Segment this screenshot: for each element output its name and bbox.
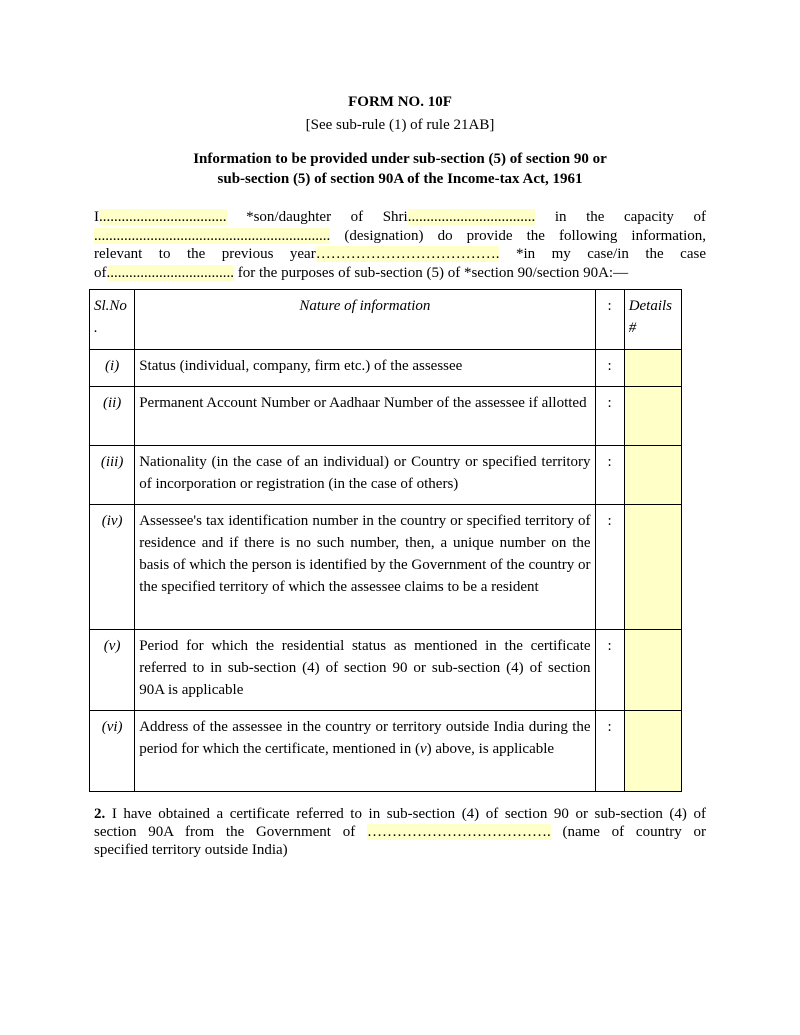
row-sl: (ii)	[90, 387, 135, 446]
row-colon: :	[595, 350, 624, 387]
father-name-field[interactable]: ..................................	[407, 209, 536, 225]
header-colon: :	[595, 290, 624, 350]
row-nature	[135, 711, 595, 792]
intro-text: (designation) do provide the following information,	[344, 227, 706, 244]
rule-reference: [See sub-rule (1) of rule 21AB]	[305, 117, 495, 133]
header-details-text: Details	[628, 298, 673, 314]
row-sl: (v)	[90, 630, 135, 711]
row-sl-num: v	[108, 638, 116, 654]
row-sl-num: i	[110, 358, 115, 374]
intro-text: of	[94, 264, 107, 281]
information-table	[89, 289, 682, 792]
row-sl: (i)	[90, 350, 135, 387]
row-nature: Period for which the residential status as mentioned in the certificate referred to in sub-section (4) of section 90 or sub-section (4) of section 90A is applicable	[135, 630, 595, 711]
table-row	[90, 387, 682, 446]
header-sl-no-text: Sl.No	[94, 298, 127, 314]
assessee-name-field[interactable]: ..................................	[99, 209, 227, 225]
details-field-period[interactable]	[624, 630, 681, 711]
previous-year-field[interactable]: ……………………………….	[315, 246, 500, 262]
heading-line-2: sub-section (5) of section 90A of the Income-tax Act, 1961	[217, 171, 583, 187]
para2-text: section 90A from the Government of	[94, 824, 356, 840]
para2-number: 2.	[94, 806, 106, 822]
para2-text: I have obtained a certificate referred to in sub-section (4) of section 90 or sub-section (4) of	[111, 806, 706, 822]
intro-line-3	[94, 245, 706, 264]
row-nature: Assessee's tax identification number in the country or specified territory of residence and if there is no such number, then, a unique number on the basis of which the person is identified by the Government of the country or the specified territory of which the assessee claims to be a resident	[135, 505, 595, 630]
row-colon: :	[595, 630, 624, 711]
row-nature-ref: v	[419, 741, 427, 757]
header-details-hash: #	[628, 320, 637, 336]
intro-text: of	[350, 209, 364, 225]
case-of-field[interactable]: ..................................	[106, 264, 234, 281]
row-sl-num: iii	[105, 454, 119, 470]
table-row	[90, 505, 682, 630]
row-nature-text: Address of the assessee in the country or territory outside India during the period for which the certificate, mentioned in (	[139, 719, 591, 757]
intro-line-4	[94, 264, 706, 283]
intro-text: for the purposes of sub-section (5) of *section 90/section 90A:—	[237, 264, 629, 281]
row-sl: (iv)	[90, 505, 135, 630]
country-name-field[interactable]: ……………………………….	[366, 824, 551, 840]
para2-line-1	[94, 805, 706, 823]
details-field-address[interactable]	[624, 711, 681, 792]
row-sl-num: vi	[106, 719, 118, 735]
header-details	[624, 290, 681, 350]
table-row	[90, 446, 682, 505]
intro-text-i: I	[94, 209, 99, 225]
row-nature-text: ) above, is applicable	[426, 741, 555, 757]
row-colon: :	[595, 711, 624, 792]
table-row	[90, 350, 682, 387]
row-colon: :	[595, 446, 624, 505]
row-nature: Permanent Account Number or Aadhaar Number of the assessee if allotted	[135, 387, 595, 446]
intro-text: relevant to the previous year	[94, 246, 316, 262]
header-nature: Nature of information	[135, 290, 595, 350]
details-field-pan[interactable]	[624, 387, 681, 446]
intro-text: *son/daughter	[246, 209, 332, 225]
row-sl: (vi)	[90, 711, 135, 792]
intro-text: capacity	[623, 209, 674, 225]
intro-text: the	[586, 209, 605, 225]
table-header-row	[90, 290, 682, 350]
table-row	[90, 630, 682, 711]
header-sl-no	[90, 290, 135, 350]
intro-line-2	[94, 227, 706, 246]
details-field-status[interactable]	[624, 350, 681, 387]
details-field-nationality[interactable]	[624, 446, 681, 505]
designation-field[interactable]: ...............................................................	[94, 227, 331, 244]
row-colon: :	[595, 505, 624, 630]
row-sl: (iii)	[90, 446, 135, 505]
heading-line-1: Information to be provided under sub-section (5) of section 90 or	[193, 151, 607, 167]
row-sl-num: ii	[107, 395, 117, 411]
intro-text: of	[693, 209, 707, 225]
form-title: FORM NO. 10F	[348, 94, 452, 110]
details-field-tin[interactable]	[624, 505, 681, 630]
para2-line-2	[94, 823, 706, 841]
intro-text: Shri	[382, 209, 408, 225]
table-row	[90, 711, 682, 792]
header-sl-no-dot: .	[94, 320, 98, 336]
paragraph-2	[94, 805, 706, 859]
row-colon: :	[595, 387, 624, 446]
intro-text: *in my case/in the case	[515, 246, 706, 262]
row-nature: Nationality (in the case of an individual) or Country or specified territory of incorporation or registration (in the case of others)	[135, 446, 595, 505]
intro-text: in	[554, 209, 567, 225]
intro-paragraph	[94, 208, 706, 282]
row-sl-num: iv	[106, 513, 118, 529]
intro-line-1	[94, 208, 706, 227]
para2-line-3: specified territory outside India)	[94, 842, 288, 858]
para2-text: (name of country or	[562, 824, 706, 840]
row-nature: Status (individual, company, firm etc.) of the assessee	[135, 350, 595, 387]
